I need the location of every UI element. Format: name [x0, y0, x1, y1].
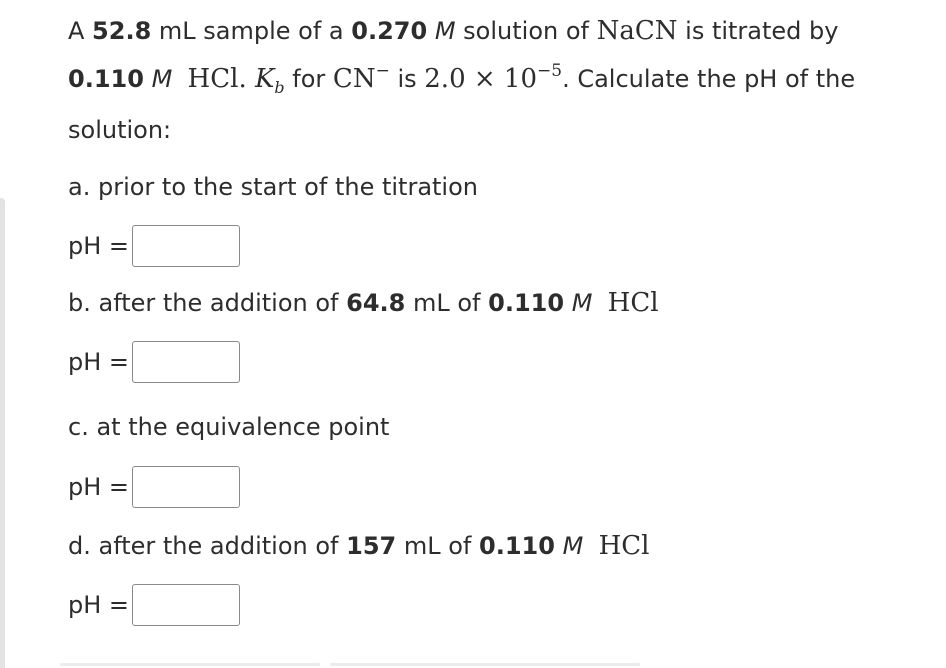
- question-content: [68, 10, 928, 628]
- part-b-answer-row: [68, 339, 928, 385]
- text-segment: . Calculate the pH of the: [562, 65, 856, 93]
- left-panel-edge: [0, 198, 5, 668]
- added-volume: 157: [346, 532, 397, 561]
- salt-formula: NaCN: [596, 16, 678, 46]
- ph-label: pH =: [68, 232, 130, 261]
- part-c-answer-row: [68, 464, 928, 510]
- acid-concentration: 0.110: [479, 532, 555, 561]
- text-segment: for: [284, 65, 333, 93]
- part-a-prompt: a. prior to the start of the titration: [68, 173, 478, 202]
- bottom-divider-left: [60, 663, 320, 666]
- part-a-answer-row: [68, 223, 928, 269]
- part-b-ph-input[interactable]: [132, 341, 240, 383]
- text-segment: mL sample of a: [151, 17, 352, 45]
- kb-exponent: −5: [537, 61, 563, 81]
- molarity-unit: M: [434, 17, 456, 45]
- added-volume: 64.8: [346, 289, 406, 318]
- part-a-ph-input[interactable]: [132, 225, 240, 267]
- bottom-divider-right: [330, 663, 640, 666]
- acid-formula: HCl: [598, 531, 650, 562]
- ph-label: pH =: [68, 591, 130, 620]
- titrant-concentration: 0.110: [68, 65, 144, 93]
- part-d-ph-input[interactable]: [132, 584, 240, 626]
- part-d-prompt: d. after the addition of 157 mL of 0.110 M HCl: [68, 531, 650, 562]
- text-segment: is titrated by: [677, 17, 839, 45]
- part-b-prompt: b. after the addition of 64.8 mL of 0.110 M HCl: [68, 288, 659, 319]
- part-c-prompt: c. at the equivalence point: [68, 413, 390, 442]
- text-segment: .: [238, 64, 255, 94]
- text-segment: solution:: [68, 116, 172, 145]
- acid-formula: HCl: [607, 288, 659, 319]
- sample-concentration: 0.270: [351, 17, 428, 45]
- ph-label: pH =: [68, 473, 130, 502]
- part-c-ph-input[interactable]: [132, 466, 240, 508]
- ion-formula: CN: [332, 64, 376, 94]
- sample-volume: 52.8: [92, 17, 152, 45]
- molarity-unit: M: [571, 289, 593, 318]
- titrant-formula: HCl: [187, 64, 239, 94]
- text-segment: solution of: [455, 17, 597, 45]
- kb-symbol: $K_b$: [254, 64, 285, 98]
- molarity-unit: M: [562, 532, 584, 561]
- text-segment: A: [68, 17, 93, 45]
- kb-value: 2.0 × 10: [424, 64, 538, 94]
- text-segment: is: [389, 65, 425, 93]
- problem-statement: [68, 10, 928, 151]
- ion-charge: −: [375, 61, 390, 81]
- part-d-answer-row: [68, 582, 928, 628]
- ph-label: pH =: [68, 348, 130, 377]
- molarity-unit: M: [151, 65, 173, 93]
- acid-concentration: 0.110: [488, 289, 565, 318]
